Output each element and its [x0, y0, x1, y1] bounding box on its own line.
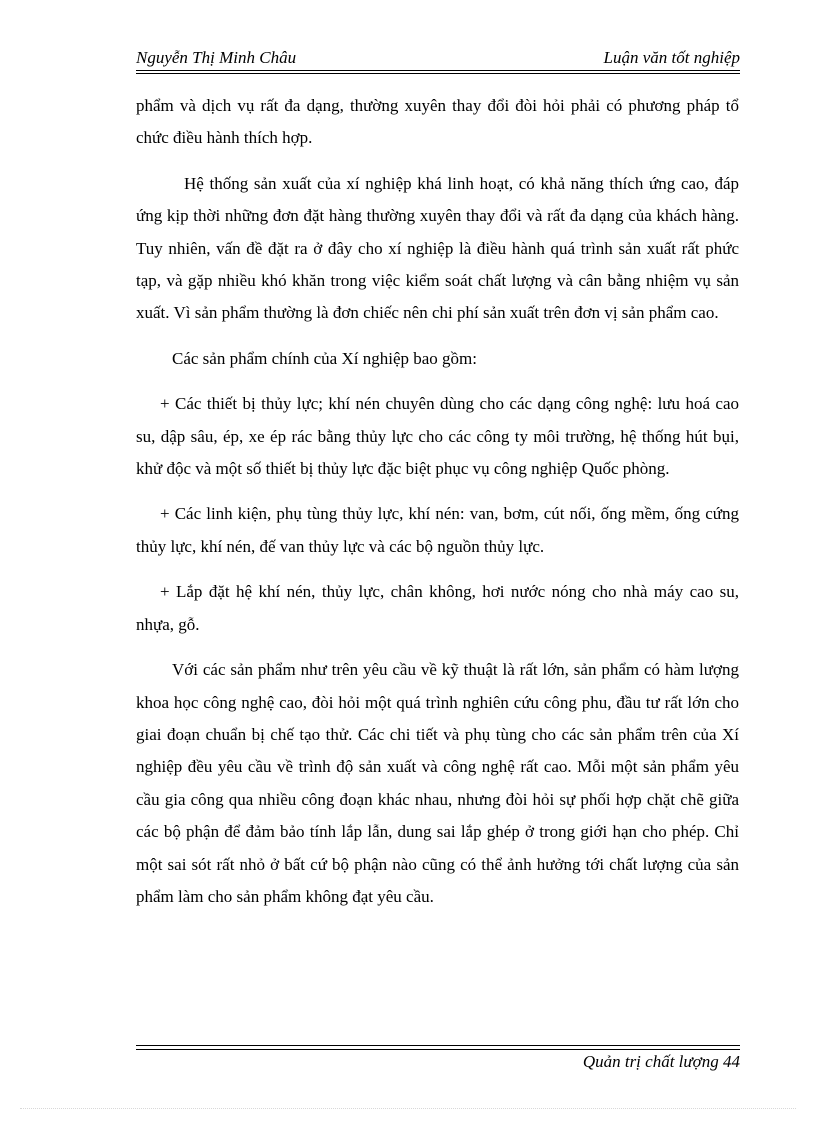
- page-header: [136, 48, 740, 70]
- page-footer: Quản trị chất lượng 44: [582, 1052, 740, 1071]
- paragraph-continuation: phẩm và dịch vụ rất đa dạng, thường xuyên thay đổi đòi hỏi phải có phương pháp tổ chức điều hành thích hợp.: [136, 96, 739, 148]
- footer-rule-bottom: [136, 1049, 740, 1050]
- list-item-installation: + Lắp đặt hệ khí nén, thủy lực, chân không, hơi nước nóng cho nhà máy cao su, nhựa, gỗ.: [136, 582, 739, 634]
- header-rule-top: [136, 70, 740, 71]
- list-item-components: + Các linh kiện, phụ tùng thủy lực, khí nén: van, bơm, cút nối, ống mềm, ống cứng thủy lực, khí nén, đế van thủy lực và các bộ nguồn thủy lực.: [136, 504, 739, 556]
- paragraph-products-intro: Các sản phẩm chính của Xí nghiệp bao gồm:: [172, 348, 477, 368]
- header-rule-bottom: [136, 73, 740, 74]
- page-edge-divider: [20, 1108, 796, 1109]
- paragraph-production-system: Hệ thống sản xuất của xí nghiệp khá linh hoạt, có khả năng thích ứng cao, đáp ứng kịp thời những đơn đặt hàng thường xuyên thay đổi và rất đa dạng của khách hàng. Tuy nhiên, vấn đề đặt ra ở đây cho xí nghiệp là điều hành quá trình sản xuất rất phức tạp, và gặp nhiều khó khăn trong việc kiểm soát chất lượng và cân bằng nhiệm vụ sản xuất. Vì sản phẩm thường là đơn chiếc nên chi phí sản xuất trên đơn vị sản phẩm cao.: [136, 173, 739, 323]
- paragraph-technical-requirements: Với các sản phẩm như trên yêu cầu về kỹ thuật là rất lớn, sản phẩm có hàm lượng khoa học công nghệ cao, đòi hỏi một quá trình nghiên cứu công phu, đầu tư rất lớn cho giai đoạn chuẩn bị chế tạo thử. Các chi tiết và phụ tùng cho các sản phẩm trên của Xí nghiệp đều yêu cầu về trình độ sản xuất và công nghệ rất cao. Mỗi một sản phẩm yêu cầu gia công qua nhiều công đoạn khác nhau, nhưng đòi hỏi sự phối hợp chặt chẽ giữa các bộ phận để đảm bảo tính lắp lẫn, dung sai lắp ghép ở trong giới hạn cho phép. Chỉ một sai sót rất nhỏ ở bất cứ bộ phận nào cũng có thể ảnh hưởng tới chất lượng của sản phẩm làm cho sản phẩm không đạt yêu cầu.: [136, 660, 739, 906]
- list-item-hydraulic-equipment: + Các thiết bị thủy lực; khí nén chuyên dùng cho các dạng công nghệ: lưu hoá cao su, dập sâu, ép, xe ép rác bằng thủy lực cho các công ty môi trường, hệ thống hút bụi, khử độc và một số thiết bị thủy lực đặc biệt phục vụ công nghiệp Quốc phòng.: [136, 394, 739, 479]
- header-author: Nguyễn Thị Minh Châu: [136, 48, 297, 67]
- body-text: [136, 90, 739, 926]
- header-document-type: Luận văn tốt nghiệp: [603, 48, 740, 67]
- footer-rule-top: [136, 1045, 740, 1046]
